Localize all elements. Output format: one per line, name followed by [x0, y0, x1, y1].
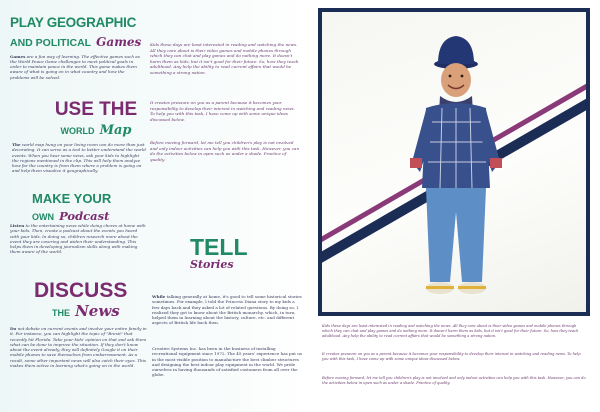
photo-frame	[318, 8, 590, 316]
company-paragraph: Creative Systems Inc. has been in the business of installing recreational equipment since 1972. The 45 years' experience has put us in the most visible position to manufacture the best climber structures and designing the best indoor play equipment in the world. We pride ourselves in having thousands of satisfied customers from all over the globe.	[152, 346, 302, 378]
intro-paragraph-2: It creates pressure on you as a parent because it becomes your responsibility to develop their interest in watching and reading news. To help you with this task, I have come up with some unique ideas discussed below.	[150, 100, 295, 122]
heading-line2: Stories	[190, 258, 234, 271]
tell-stories-text: While talking generally at home, it's good to tell some historical stories sometimes. For example, I told the Princess Diana story to my kids a few days back and they asked a lot of related questions. By doing so, I realized they got to know about the British monarchy, which, in turn, helped them in learning about the history, culture, etc. and different aspects of British life back then.	[152, 294, 302, 326]
shoe-stripe-right	[458, 286, 486, 289]
eye-right	[461, 75, 464, 78]
heading-line1: TELL	[190, 234, 248, 260]
face	[441, 63, 471, 97]
child-illustration	[322, 12, 586, 312]
intro-paragraph-3: Before moving forward, let me tell you children's play is not involved and only indoor activities can help you with this task. However, you can do the activities below in open such as under a shade. Practice of quality.	[150, 140, 300, 162]
section-text: Games are a fun way of learning. The effective games such as the World Peace Game challenges to meet political goals in order to maintain peace in the world. This game makes them aware of what is going on in what country and how the problems will be solved.	[10, 53, 140, 80]
section-geographic-games	[10, 16, 160, 80]
heading-line1: PLAY GEOGRAPHIC	[10, 15, 137, 30]
jeans	[426, 188, 486, 282]
caption-paragraph-1: Kids these days are least interested in reading and watching the news. All they care about is their video games and mobile phones through which they can chat and play games and do nothing more. It doesn't harm them as kids, but it isn't good for their future. So, how they teach adulthood. Any help the ability to read current affairs that would be something a strong nation.	[322, 324, 579, 338]
heading-line2: THE News	[52, 302, 120, 320]
podcast-text: Listen to the entertaining news while doing chores at home with your kids. Then, create a podcast about the events you heard with your kids. In doing so, children research more about the event they are covering and widen their understanding. This helps them in developing journalism skills along with making them aware of the world.	[10, 223, 146, 255]
section-discuss-news	[34, 280, 164, 320]
heading-line1: MAKE YOUR	[32, 191, 112, 206]
section-world-map	[12, 100, 152, 174]
heading-line2: WORLD Map	[60, 123, 132, 138]
heading-line2: AND POLITICAL Games	[10, 34, 142, 49]
caption-paragraph-2: It creates pressure on you as a parent because it becomes your responsibility to develop their interest in watching and reading news. To help you with this task, I have come up with some unique ideas discussed below.	[322, 352, 581, 361]
intro-paragraph-1: Kids these days are least interested in reading and watching the news. All they care about is their video games and mobile phones through which they can chat and play games and do nothing more. It doesn't harm them as kids, but it isn't good for their future. So, how they teach adulthood. Any help the ability to read current affairs that would be something a strong nation.	[150, 42, 299, 75]
cuff-right	[490, 158, 502, 168]
hat-crown	[438, 36, 474, 64]
heading-line1: DISCUSS	[34, 279, 128, 302]
caption-paragraph-3: Before moving forward, let me tell you children's play is not involved and only indoor activities can help you with this task. However, you can do the activities below in open such as under a shade. Practice of quality.	[322, 376, 586, 385]
heading-block	[12, 100, 152, 138]
section-text: The world map hung on your living room can do more than just decorating. It can serve as a tool to better understand the world events. When you hear some news, ask your kids to highlight the regions mentioned in the clip. This will help them analyze how far the country is from them where a problem is going on and help them visualize it geographically.	[12, 142, 146, 174]
heading-line2: OWN Podcast	[32, 209, 110, 223]
shoe-stripe-left	[426, 286, 454, 289]
cuff-left	[410, 158, 422, 168]
child-photo	[322, 12, 586, 312]
eye-left	[449, 75, 452, 78]
section-podcast	[28, 192, 158, 224]
section-tell-stories	[190, 236, 300, 271]
discuss-text: Do not debate on current events and involve your entire family in it. For instance, you can highlight the topic of "Brexit" that recently hit Florida. Take your kids' opinion on that and ask them what can be done to improve the situation. If they don't know about the event already, they will definitely Google it on their mobile phones to save themselves from embarrassment. As a result, some other important news will also catch their eyes. This makes them active in learning what's going on in the world.	[10, 326, 147, 369]
heading-line1: USE THE	[54, 99, 138, 120]
